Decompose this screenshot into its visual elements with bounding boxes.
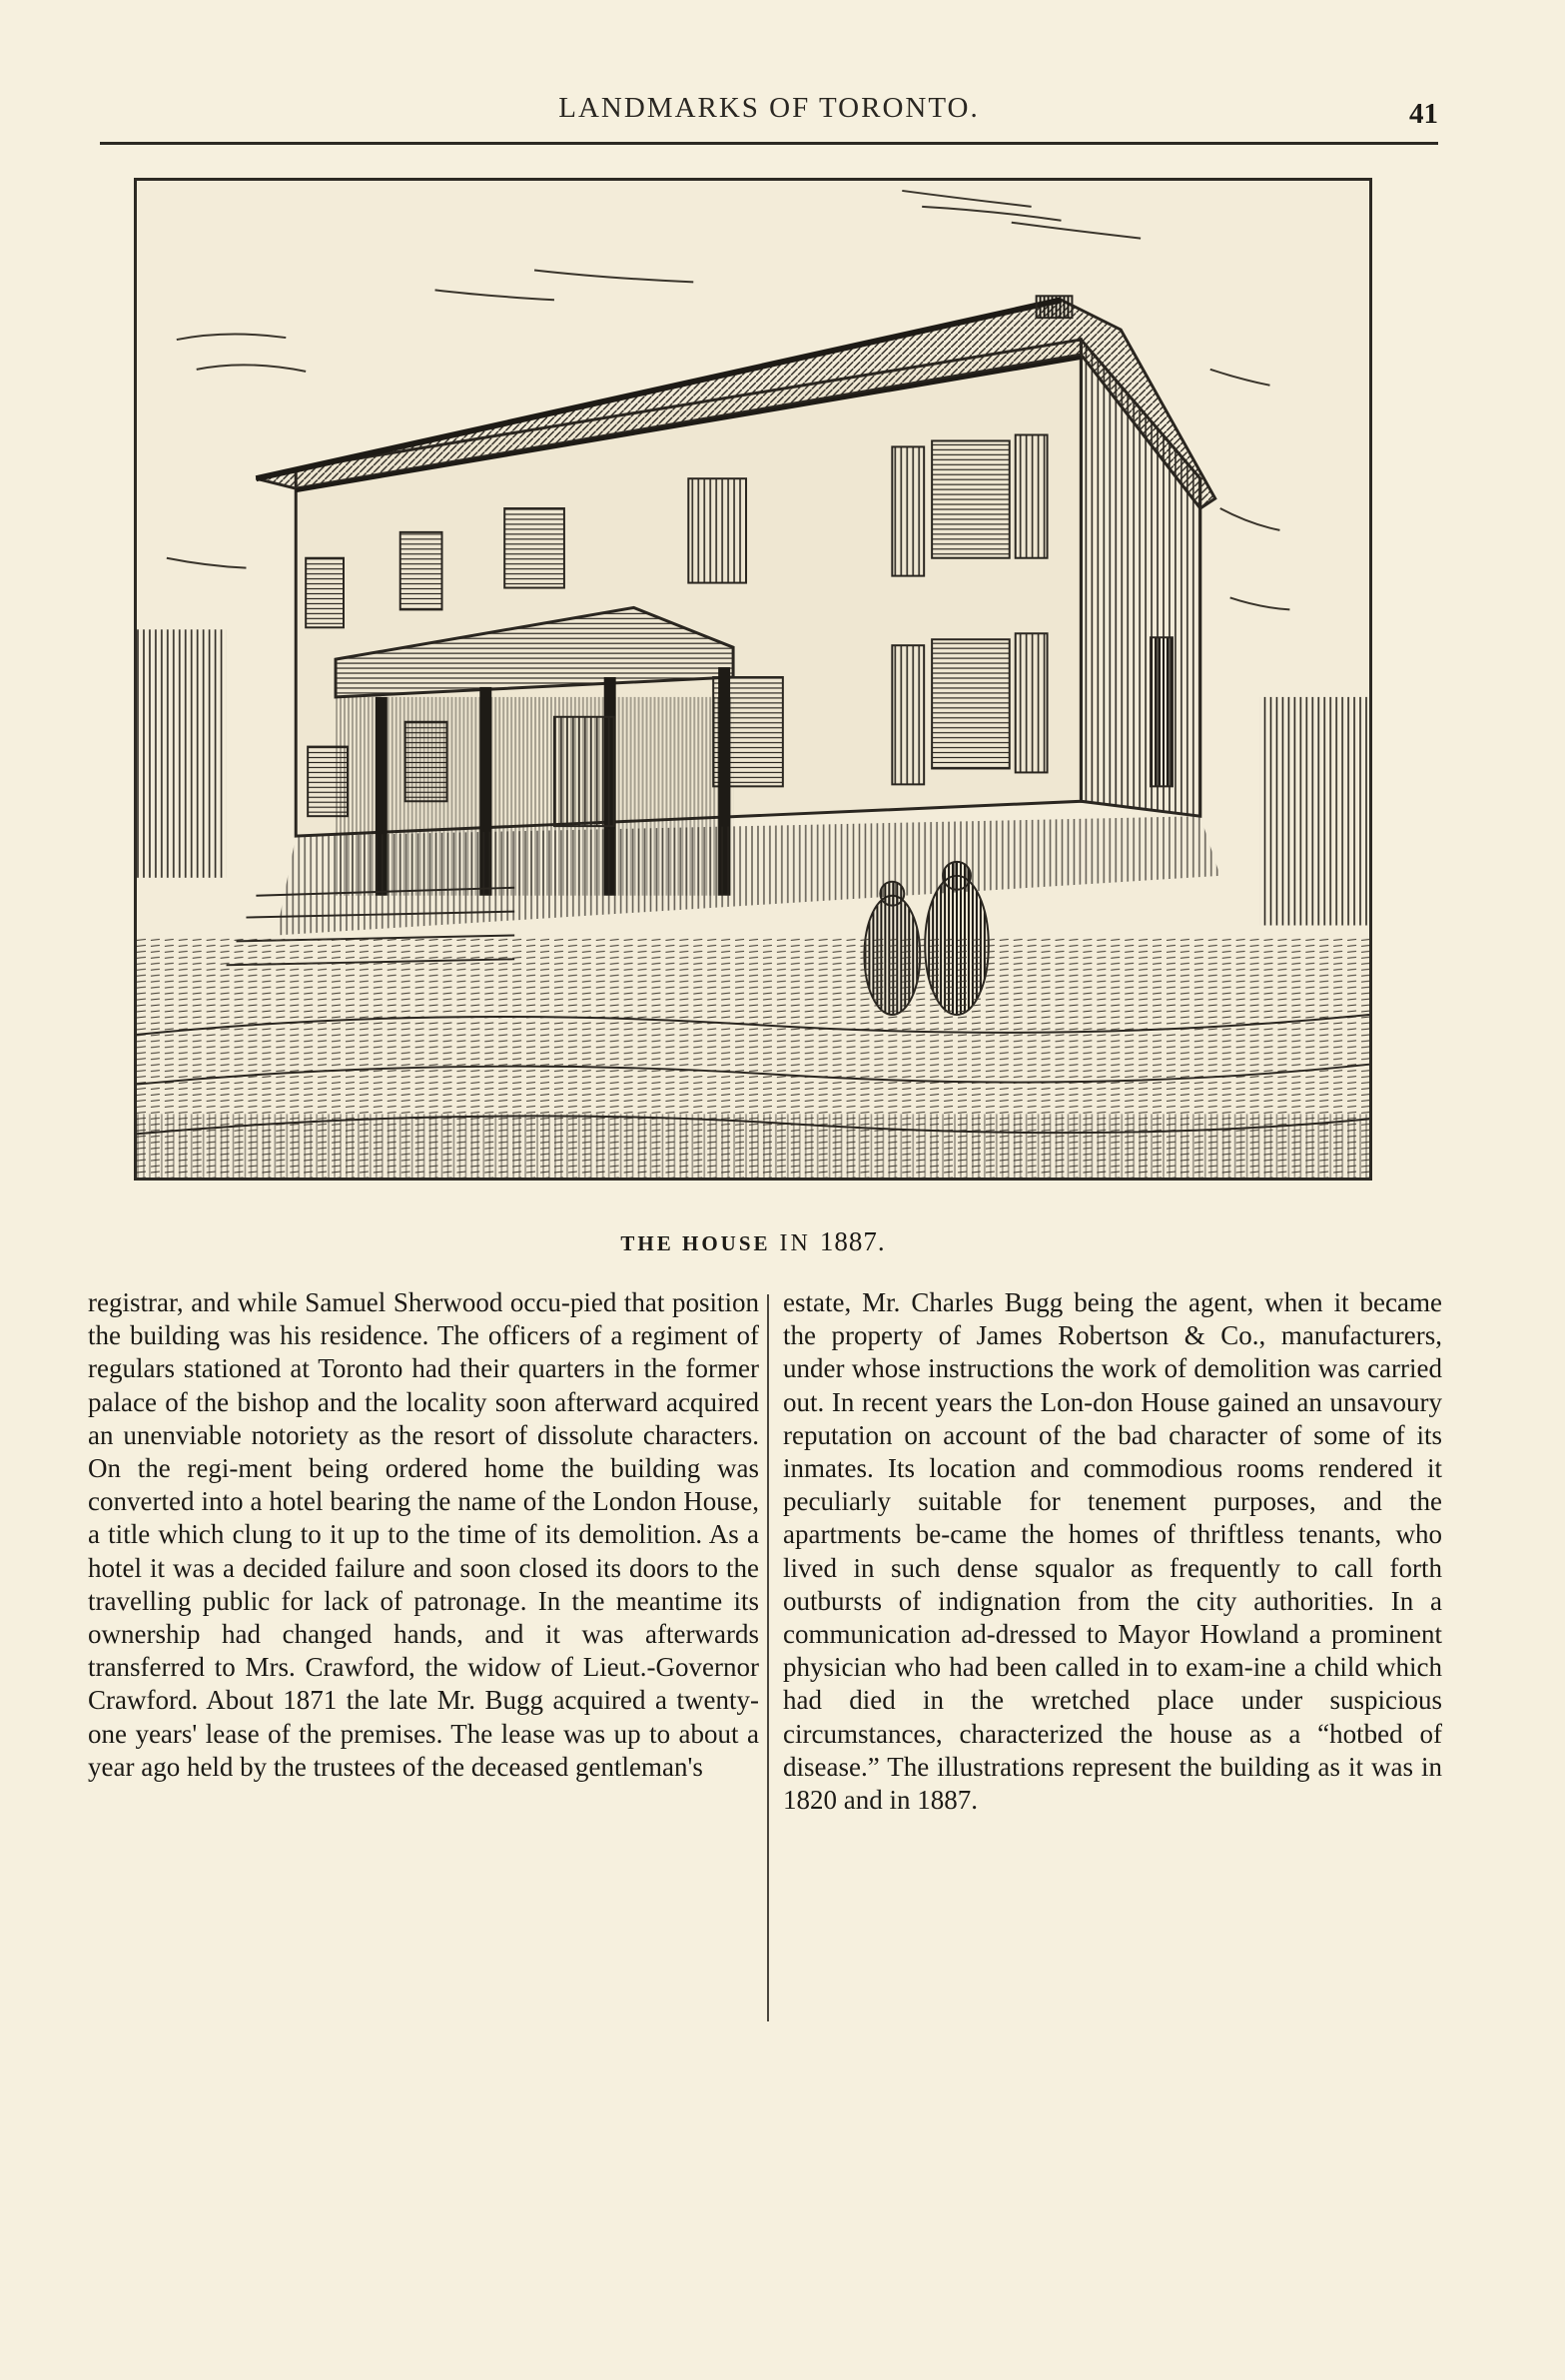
caption-part-3: 1887. [819, 1226, 886, 1256]
page-number: 41 [1409, 98, 1438, 130]
right-column-text: estate, Mr. Charles Bugg being the agent, when it became the property of James Robertson & Co., manufacturers, under whose instructions the work of demolition was carried out. In recent years the Lon-don House gained an unsavoury reputation on account of the bad character of some of its inmates. Its location and commodious rooms rendered it peculiarly suitable for tenement purposes, and the apartments be-came the homes of thriftless tenants, who lived in such dense squalor as frequently to call forth outbursts of indignation from the city authorities. In a communication ad-dressed to Mayor Howland a prominent physician who had been called in to exam-ine a child which had died in the wretched place under suspicious circumstances, characterized the house as a “hotbed of disease.” The illustrations represent the building as it was in 1820 and in 1887. [783, 1287, 1442, 1816]
left-fence [137, 629, 227, 878]
figure-caption [134, 1226, 1372, 1257]
house-engraving-drawing [137, 181, 1369, 1178]
caption-part-1: THE HOUSE [620, 1231, 771, 1255]
house-engraving [134, 178, 1372, 1181]
chimney [1037, 296, 1073, 318]
column-divider [767, 1294, 769, 2021]
caption-part-2: IN [779, 1230, 811, 1256]
running-head [100, 86, 1438, 136]
side-window [1151, 637, 1173, 786]
left-column-text: registrar, and while Samuel Sherwood occu-pied that position the building was his residence. The officers of a regiment of regulars stationed at Toronto had their quarters in the former palace of the bishop and the locality soon afterward acquired an unenviable notoriety as the resort of dissolute characters. On the regi-ment being ordered home the building was converted into a hotel bearing the name of the London House, a title which clung to it up to the time of its demolition. As a hotel it was a decided failure and soon closed its doors to the travelling public for lack of patronage. In the meantime its ownership had changed hands, and it was afterwards transferred to Mrs. Crawford, the widow of Lieut.-Governor Crawford. About 1871 the late Mr. Bugg acquired a twenty-one years' lease of the premises. The lease was up to about a year ago held by the trustees of the deceased gentleman's [88, 1287, 759, 1782]
header-rule [100, 142, 1438, 145]
text-column-right [783, 1286, 1442, 1817]
running-title: LANDMARKS OF TORONTO. [558, 92, 980, 124]
text-column-left [88, 1286, 759, 1784]
right-fence [1260, 697, 1369, 926]
